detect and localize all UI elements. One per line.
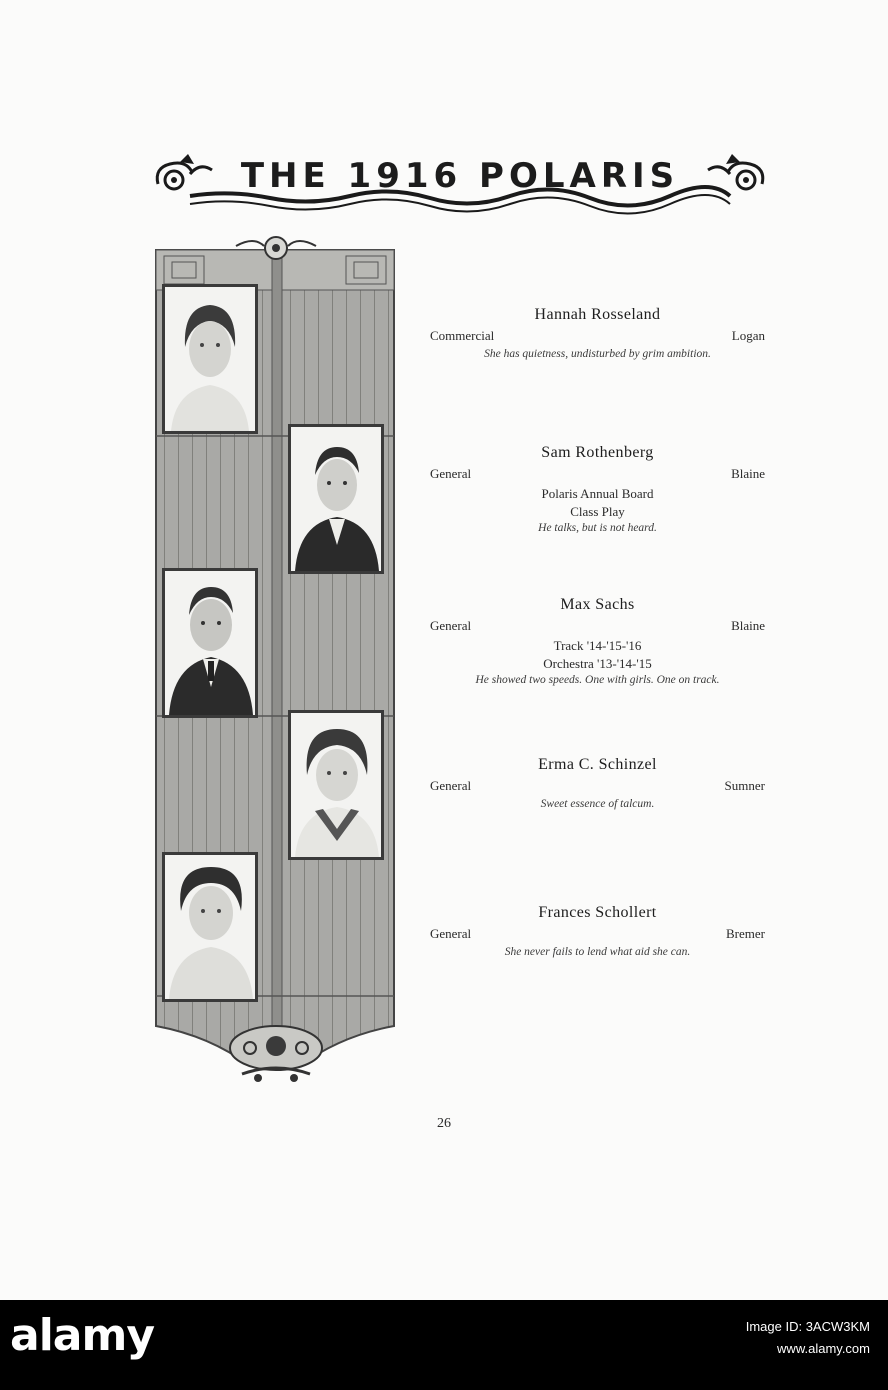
student-quote: She never fails to lend what aid she can. bbox=[504, 946, 691, 958]
student-course: General bbox=[430, 466, 472, 481]
watermark-info bbox=[746, 1316, 870, 1360]
portrait-frances-schollert bbox=[162, 852, 258, 1002]
watermark-bar bbox=[0, 1300, 888, 1390]
student-course: General bbox=[430, 778, 472, 793]
course-school-row bbox=[430, 778, 765, 796]
student-activity: Polaris Annual Board bbox=[541, 486, 654, 501]
page-header bbox=[150, 150, 770, 220]
student-quote: She has quietness, undisturbed by grim ambition. bbox=[484, 348, 711, 360]
portrait-hannah-rosseland bbox=[162, 284, 258, 434]
student-course: General bbox=[430, 618, 472, 633]
student-activity: Orchestra '13-'14-'15 bbox=[543, 656, 652, 671]
student-school: Blaine bbox=[731, 618, 765, 633]
watermark-url: www.alamy.com bbox=[777, 1341, 870, 1356]
watermark-logo: alamy bbox=[10, 1310, 154, 1361]
page-title: THE 1916 POLARIS bbox=[240, 156, 680, 196]
student-course: General bbox=[430, 926, 472, 941]
course-school-row bbox=[430, 328, 765, 346]
student-school: Bremer bbox=[726, 926, 765, 941]
student-course: Commercial bbox=[430, 328, 495, 343]
student-name: Hannah Rosseland bbox=[534, 306, 661, 323]
student-name: Sam Rothenberg bbox=[541, 444, 654, 461]
entry-sam-rothenberg bbox=[430, 444, 765, 534]
student-quote: He showed two speeds. One with girls. One on track. bbox=[475, 674, 720, 686]
student-school: Blaine bbox=[731, 466, 765, 481]
entry-max-sachs bbox=[430, 596, 765, 686]
portrait-erma-c-schinzel bbox=[288, 710, 384, 860]
student-activity: Class Play bbox=[570, 504, 625, 519]
student-school: Logan bbox=[731, 328, 765, 343]
portrait-max-sachs bbox=[162, 568, 258, 718]
entry-erma-c-schinzel bbox=[430, 756, 765, 810]
course-school-row bbox=[430, 926, 765, 944]
portrait-sam-rothenberg bbox=[288, 424, 384, 574]
student-name: Frances Schollert bbox=[538, 904, 657, 921]
course-school-row bbox=[430, 618, 765, 636]
photo-panel bbox=[150, 236, 400, 1092]
student-quote: He talks, but is not heard. bbox=[538, 522, 657, 534]
image-id-text: Image ID: 3ACW3KM bbox=[745, 1319, 870, 1334]
page-number: 26 bbox=[437, 1116, 451, 1131]
student-name: Erma C. Schinzel bbox=[538, 756, 657, 773]
student-school: Sumner bbox=[724, 778, 765, 793]
course-school-row bbox=[430, 466, 765, 484]
entry-frances-schollert bbox=[430, 904, 765, 958]
student-name: Max Sachs bbox=[560, 596, 635, 613]
student-quote: Sweet essence of talcum. bbox=[540, 798, 655, 810]
student-activity: Track '14-'15-'16 bbox=[553, 638, 642, 653]
entry-hannah-rosseland bbox=[430, 306, 765, 360]
